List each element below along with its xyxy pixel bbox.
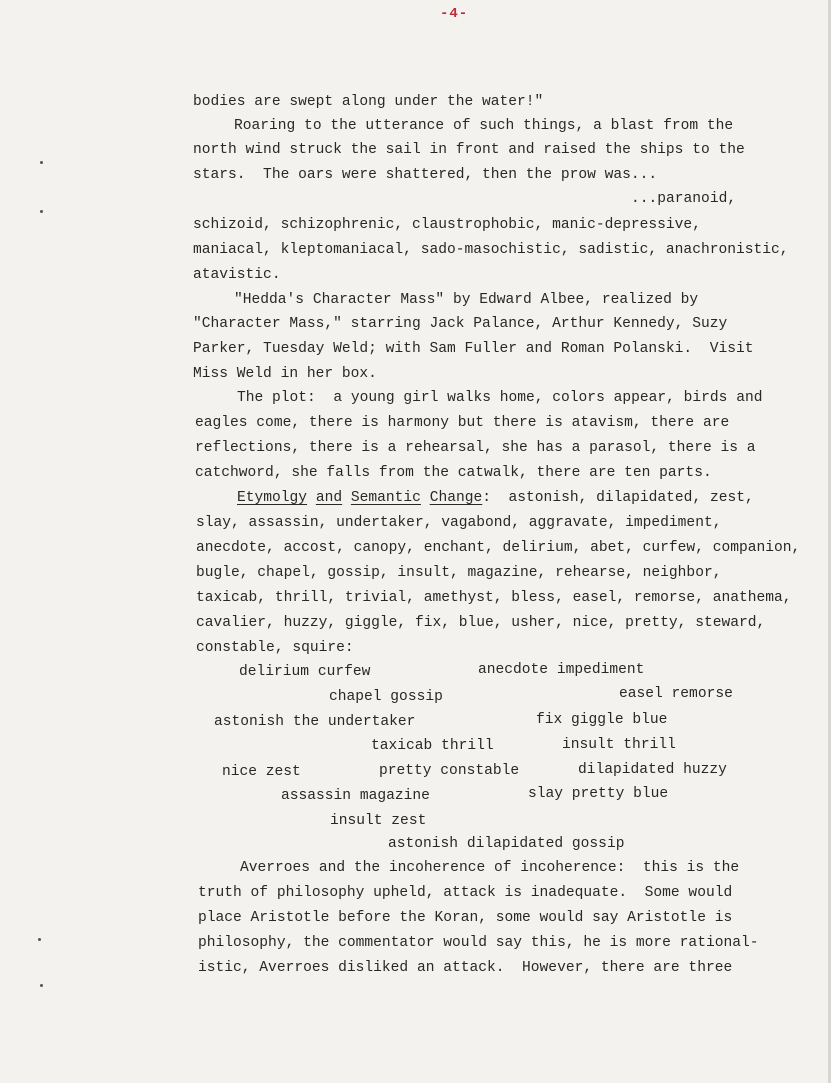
- poem-phrase: nice zest: [222, 764, 301, 780]
- text-line: istic, Averroes disliked an attack. However, there are three: [198, 960, 733, 976]
- text-line: cavalier, huzzy, giggle, fix, blue, usher, nice, pretty, steward,: [196, 615, 766, 631]
- poem-phrase: delirium curfew: [239, 664, 371, 680]
- text-line: constable, squire:: [196, 640, 354, 656]
- text-line: slay, assassin, undertaker, vagabond, aggravate, impediment,: [196, 515, 722, 531]
- heading-rest: astonish, dilapidated, zest,: [491, 490, 754, 506]
- text-line: bugle, chapel, gossip, insult, magazine, rehearse, neighbor,: [196, 565, 722, 581]
- text-line: The plot: a young girl walks home, colors appear, birds and: [237, 390, 763, 406]
- poem-phrase: chapel gossip: [329, 689, 443, 705]
- text-line: Averroes and the incoherence of incoherence: this is the: [240, 860, 740, 876]
- text-line: anecdote, accost, canopy, enchant, delirium, abet, curfew, companion,: [196, 540, 801, 556]
- text-line: reflections, there is a rehearsal, she has a parasol, there is a: [195, 440, 756, 456]
- text-line: place Aristotle before the Koran, some would say Aristotle is: [198, 910, 733, 926]
- poem-phrase: anecdote impediment: [478, 662, 645, 678]
- text-line: eagles come, there is harmony but there is atavism, there are: [195, 415, 730, 431]
- margin-dot: [40, 161, 43, 164]
- poem-phrase: slay pretty blue: [528, 786, 669, 802]
- poem-phrase: dilapidated huzzy: [578, 762, 727, 778]
- text-line: bodies are swept along under the water!": [193, 94, 544, 110]
- poem-phrase: astonish the undertaker: [214, 714, 416, 730]
- poem-phrase: astonish dilapidated gossip: [388, 836, 625, 852]
- poem-phrase: insult thrill: [562, 737, 676, 753]
- poem-phrase: fix giggle blue: [536, 712, 668, 728]
- etymology-heading: [237, 489, 754, 507]
- text-line: catchword, she falls from the catwalk, there are ten parts.: [195, 465, 712, 481]
- text-line: truth of philosophy upheld, attack is inadequate. Some would: [198, 885, 733, 901]
- page-number: -4-: [440, 6, 469, 22]
- poem-phrase: insult zest: [330, 813, 427, 829]
- text-line: philosophy, the commentator would say this, he is more rational-: [198, 935, 759, 951]
- text-line: Roaring to the utterance of such things, a blast from the: [234, 118, 734, 134]
- heading-word: Semantic: [350, 490, 421, 506]
- poem-phrase: assassin magazine: [281, 788, 430, 804]
- text-line: "Character Mass," starring Jack Palance, Arthur Kennedy, Suzy: [193, 316, 728, 332]
- text-line: maniacal, kleptomaniacal, sado-masochistic, sadistic, anachronistic,: [193, 242, 789, 258]
- poem-phrase: taxicab thrill: [371, 738, 494, 754]
- text-line: Miss Weld in her box.: [193, 366, 377, 382]
- heading-word: Etymolgy: [237, 490, 308, 506]
- text-line: stars. The oars were shattered, then the prow was...: [193, 167, 658, 183]
- text-line: schizoid, schizophrenic, claustrophobic, manic-depressive,: [193, 217, 701, 233]
- margin-dot: [38, 938, 41, 941]
- margin-dot: [40, 210, 43, 213]
- text-line: ...paranoid,: [631, 191, 737, 207]
- heading-word: and: [315, 490, 343, 506]
- text-line: "Hedda's Character Mass" by Edward Albee, realized by: [234, 292, 699, 308]
- heading-colon: :: [482, 490, 492, 506]
- heading-word: Change: [429, 490, 483, 506]
- text-line: Parker, Tuesday Weld; with Sam Fuller and Roman Polanski. Visit: [193, 341, 754, 357]
- poem-phrase: easel remorse: [619, 686, 733, 702]
- text-line: atavistic.: [193, 267, 281, 283]
- text-line: north wind struck the sail in front and raised the ships to the: [193, 142, 745, 158]
- text-line: taxicab, thrill, trivial, amethyst, bless, easel, remorse, anathema,: [196, 590, 792, 606]
- poem-phrase: pretty constable: [379, 763, 520, 779]
- margin-dot: [40, 984, 43, 987]
